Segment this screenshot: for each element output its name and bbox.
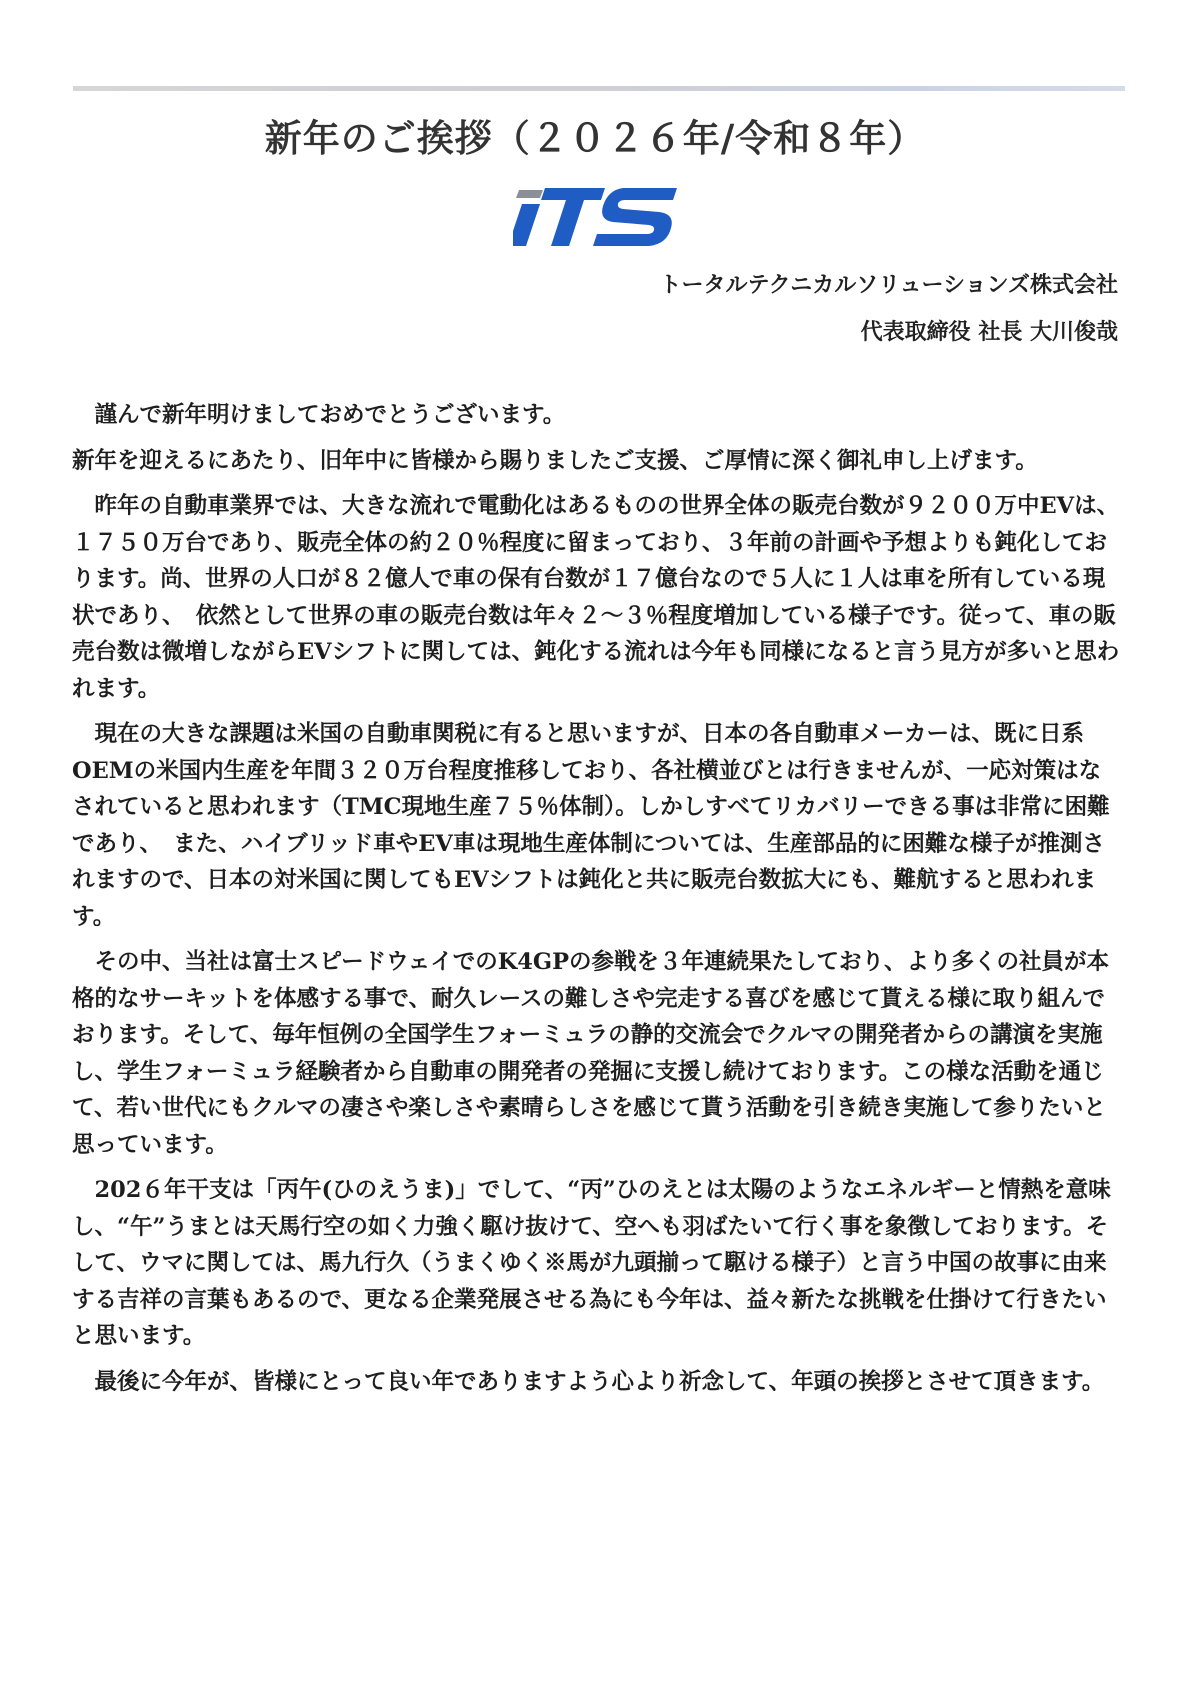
paragraph-zodiac: 202６年干支は「丙午(ひのえうま)」でして、“丙”ひのえとは太陽のようなエネルギーと情熱を意味し、“午”うまとは天馬行空の如く力強く駆け抜けて、空へも羽ばたいて行く事を象徴しております。そして、ウマに関しては、馬九行久（うまくゆく※馬が九頭揃って駆ける様子）と言う中国の故事に由来する吉祥の言葉もあるので、更なる企業発展させる為にも今年は、益々新たな挑戦を仕掛けて行きたいと思います。: [72, 1177, 1111, 1349]
signer-name: 代表取締役 社長 大川俊哉: [860, 319, 1118, 345]
paragraph-greeting: 謹んで新年明けましておめでとうございます。: [94, 402, 566, 428]
page-title: 新年のご挨拶（２０２６年/令和８年）: [264, 116, 926, 160]
its-logo: [513, 186, 681, 250]
header-divider: [73, 86, 1125, 91]
paragraph-tariffs: 現在の大きな課題は米国の自動車関税に有ると思いますが、日本の各自動車メーカーは、既に日系OEMの米国内生産を年間３２０万台程度推移しており、各社横並びとは行きませんが、一応対策はなされていると思われます（TMC現地生産７５％体制）。しかしすべてリカバリーできる事は非常に困難であり、 また、ハイブリッド車やEV車は現地生産体制については、生産部品的に困難な様子が推測されますので、日本の対米国に関してもEVシフトは鈍化と共に販売台数拡大にも、難航すると思われます。: [72, 721, 1110, 930]
paragraph-activities: その中、当社は富士スピードウェイでのK4GPの参戦を３年連続果たしており、より多くの社員が本格的なサーキットを体感する事で、耐久レースの難しさや完走する喜びを感じて貰える様に取り組んでおります。そして、毎年恒例の全国学生フォーミュラの静的交流会でクルマの開発者からの講演を実施し、学生フォーミュラ経験者から自動車の開発者の発掘に支援し続けております。この様な活動を通じて、若い世代にもクルマの凄さや楽しさや素晴らしさを感じて貰う活動を引き続き実施して参りたいと思っています。: [72, 949, 1110, 1158]
letter-body: [72, 397, 1122, 1409]
paragraph-closing: 最後に今年が、皆様にとって良い年でありますよう心より祈念して、年頭の挨拶とさせて頂きます。: [94, 1368, 1105, 1395]
paragraph-industry: 昨年の自動車業界では、大きな流れで電動化はあるものの世界全体の販売台数が９２００万中EVは、１７５０万台であり、販売全体の約２０％程度に留まっており、３年前の計画や予想よりも鈍化しております。尚、世界の人口が８２億人で車の保有台数が１７億台なので５人に１人は車を所有している現状であり、 依然として世界の車の販売台数は年々２～３％程度増加している様子です。従って、車の販売台数は微増しながらEVシフトに関しては、鈍化する流れは今年も同様になると言う見方が多いと思われます。: [72, 493, 1120, 702]
paragraph-thanks: 新年を迎えるにあたり、旧年中に皆様から賜りましたご支援、ご厚情に深く御礼申し上げます。: [72, 447, 1038, 474]
company-name: トータルテクニカルソリューションズ株式会社: [659, 272, 1118, 298]
